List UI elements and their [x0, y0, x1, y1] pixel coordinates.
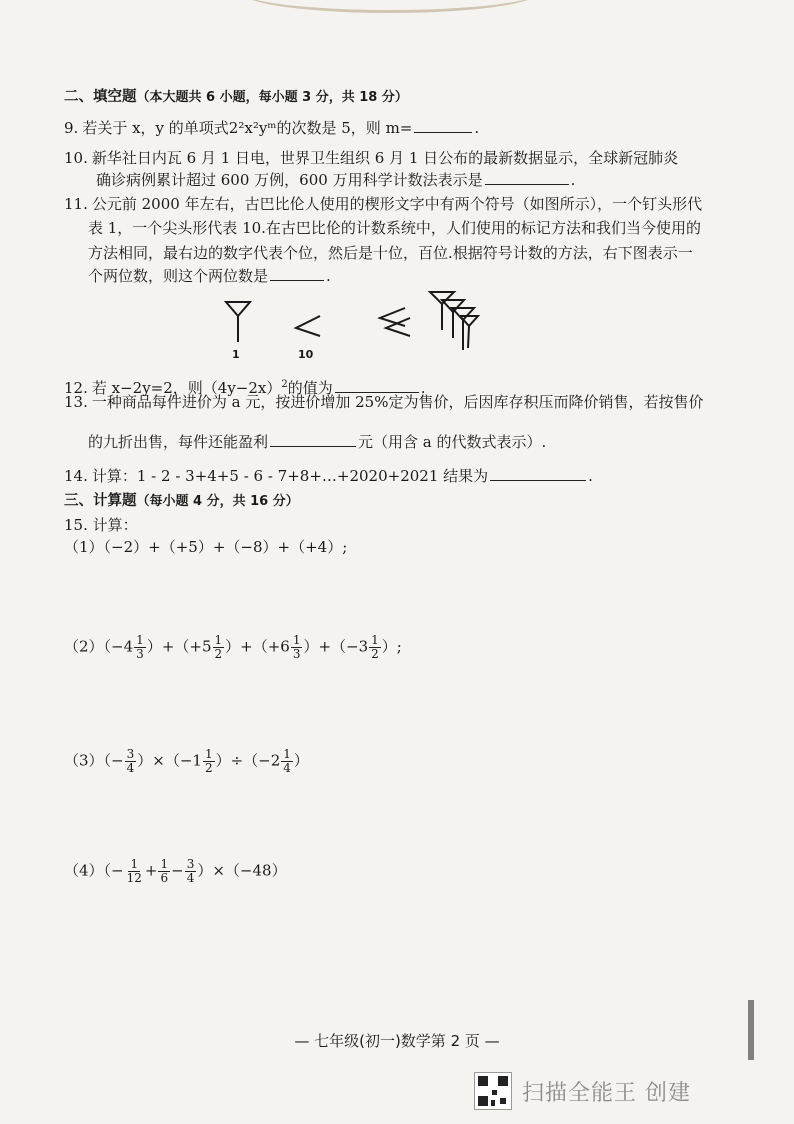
nail-symbol-one [226, 302, 250, 342]
answer-blank-9[interactable] [414, 118, 472, 133]
fraction: $\frac{3}{4}$ [126, 747, 135, 775]
question-11-line-2: 表 1，一个尖头形代表 10.在古巴比伦的计数系统中，人们使用的标记方法和我们当今使用的 [88, 219, 701, 237]
answer-blank-12[interactable] [335, 378, 419, 393]
problem-15-2: （2）（−4 $\frac{1}{3}$ ）+（+5 $\frac{1}{2}$ ）+（+6 $\frac{1}{3}$ ）+（−3 $\frac{1}{2}$ ）; [64, 633, 402, 661]
fraction: $\frac{1}{3}$ [292, 633, 301, 661]
question-10-line-2: 确诊病例累计超过 600 万例，600 万用科学计数法表示是 . [96, 171, 576, 189]
problem-15-3: （3）（− $\frac{3}{4}$ ）×（−1 $\frac{1}{2}$ ）÷（−2 $\frac{1}{4}$ ） [64, 747, 309, 775]
fraction: $\frac{1}{2}$ [371, 633, 379, 661]
two-digit-symbols [380, 292, 478, 350]
answer-blank-14[interactable] [490, 466, 586, 481]
question-14: 14. 计算：1 - 2 - 3+4+5 - 6 - 7+8+…+2020+2021 结果为 . [64, 467, 593, 485]
fraction: $\frac{3}{4}$ [186, 857, 195, 885]
question-11-line-3: 方法相同，最右边的数字代表个位，然后是十位，百位.根据符号计数的方法，右下图表示一 [88, 244, 693, 262]
problem-15-1: （1）（−2）+（+5）+（−8）+（+4）; [64, 538, 348, 556]
question-13-line-1: 13. 一种商品每件进价为 a 元，按进价增加 25%定为售价，后因库存积压而降价销售，若按售价 [64, 393, 704, 411]
problem-15-4: （4）（− $\frac{1}{12}$ + $\frac{1}{6}$ − $\frac{3}{4}$ ）×（−48） [64, 857, 287, 885]
fraction: $\frac{1}{2}$ [214, 633, 223, 661]
fraction: $\frac{1}{12}$ [126, 857, 142, 885]
answer-blank-10[interactable] [485, 170, 569, 185]
answer-blank-11[interactable] [270, 266, 324, 281]
question-13-line-2: 的九折出售，每件还能盈利 元（用含 a 的代数式表示）. [88, 433, 547, 451]
label-one: 1 [232, 348, 240, 361]
label-ten: 10 [298, 348, 314, 361]
fraction: $\frac{1}{6}$ [160, 857, 169, 885]
question-9: 9. 若关于 x，y 的单项式2²x²yᵐ的次数是 5，则 m= . [64, 119, 480, 137]
question-10-line-1: 10. 新华社日内瓦 6 月 1 日电，世界卫生组织 6 月 1 日公布的最新数据显示，全球新冠肺炎 [64, 149, 679, 167]
fraction: $\frac{1}{4}$ [283, 747, 291, 775]
question-11-line-4: 个两位数，则这个两位数是 . [88, 267, 331, 285]
section-3-heading: 三、计算题（每小题 4 分，共 16 分） [64, 493, 299, 509]
question-12: 12. 若 x−2y=2，则$(4y-2x)^2$的值为 . [64, 379, 426, 397]
fraction: $\frac{1}{2}$ [204, 747, 213, 775]
page-shadow-arc [240, 0, 540, 13]
section-2-heading: 二、填空题（本大题共 6 小题，每小题 3 分，共 18 分） [64, 89, 408, 105]
fraction: $\frac{1}{3}$ [136, 633, 144, 661]
question-11-line-1: 11. 公元前 2000 年左右，古巴比伦人使用的楔形文字中有两个符号（如图所示），一个钉头形代 [64, 195, 703, 213]
answer-blank-13[interactable] [270, 432, 356, 447]
question-15: 15. 计算： [64, 516, 138, 534]
cuneiform-figure [200, 290, 500, 360]
page-footer: — 七年级(初一)数学第 2 页 — [294, 1032, 500, 1050]
arrow-symbol-ten [296, 316, 320, 336]
scanner-watermark [474, 1072, 691, 1110]
scanner-label: 扫描全能王 创建 [522, 1080, 691, 1106]
qr-code-icon [474, 1072, 512, 1110]
